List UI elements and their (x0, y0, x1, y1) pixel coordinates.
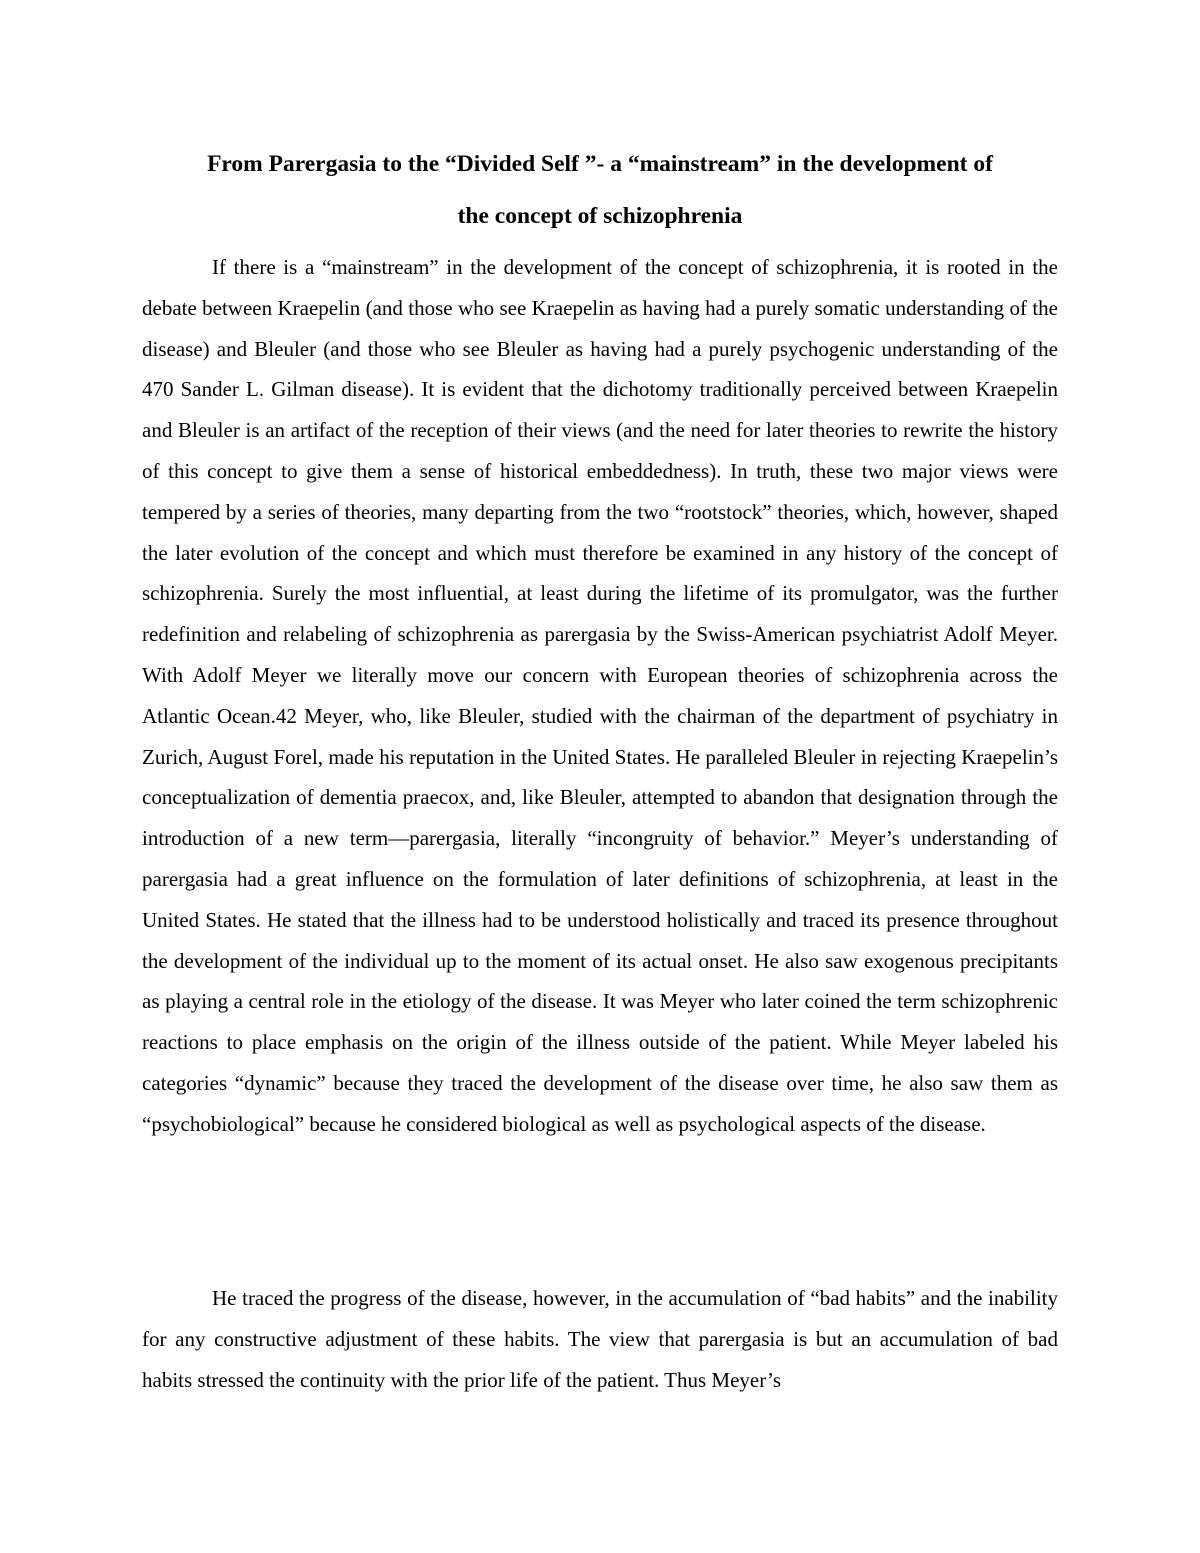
body-paragraph-1: If there is a “mainstream” in the development of the concept of schizophrenia, it is rooted in the debate between Kraepelin (and those who see Kraepelin as having had a purely somatic understanding of the disease) and Bleuler (and those who see Bleuler as having had a purely psychogenic understanding of the 470 Sander L. Gilman disease). It is evident that the dichotomy traditionally perceived between Kraepelin and Bleuler is an artifact of the reception of their views (and the need for later theories to rewrite the history of this concept to give them a sense of historical embeddedness). In truth, these two major views were tempered by a series of theories, many departing from the two “rootstock” theories, which, however, shaped the later evolution of the concept and which must therefore be examined in any history of the concept of schizophrenia. Surely the most influential, at least during the lifetime of its promulgator, was the further redefinition and relabeling of schizophrenia as parergasia by the Swiss-American psychiatrist Adolf Meyer. With Adolf Meyer we literally move our concern with European theories of schizophrenia across the Atlantic Ocean.42 Meyer, who, like Bleuler, studied with the chairman of the department of psychiatry in Zurich, August Forel, made his reputation in the United States. He paralleled Bleuler in rejecting Kraepelin’s conceptualization of dementia praecox, and, like Bleuler, attempted to abandon that designation through the introduction of a new term—parergasia, literally “incongruity of behavior.” Meyer’s understanding of parergasia had a great influence on the formulation of later definitions of schizophrenia, at least in the United States. He stated that the illness had to be understood holistically and traced its presence throughout the development of the individual up to the moment of its actual onset. He also saw exogenous precipitants as playing a central role in the etiology of the disease. It was Meyer who later coined the term schizophrenic reactions to place emphasis on the origin of the illness outside of the patient. While Meyer labeled his categories “dynamic” because they traced the development of the disease over time, he also saw them as “psychobiological” because he considered biological as well as psychological aspects of the disease. (142, 255, 1058, 1136)
title-line-2: the concept of schizophrenia (457, 203, 743, 229)
title-line-1: From Parergasia to the “Divided Self ”- a “mainstream” in the development of (207, 151, 993, 177)
document-title (140, 138, 1060, 242)
body-paragraph-2: He traced the progress of the disease, however, in the accumulation of “bad habits” and the inability for any constructive adjustment of these habits. The view that parergasia is but an accumulation of bad habits stressed the continuity with the prior life of the patient. Thus Meyer’s (142, 1286, 1058, 1392)
